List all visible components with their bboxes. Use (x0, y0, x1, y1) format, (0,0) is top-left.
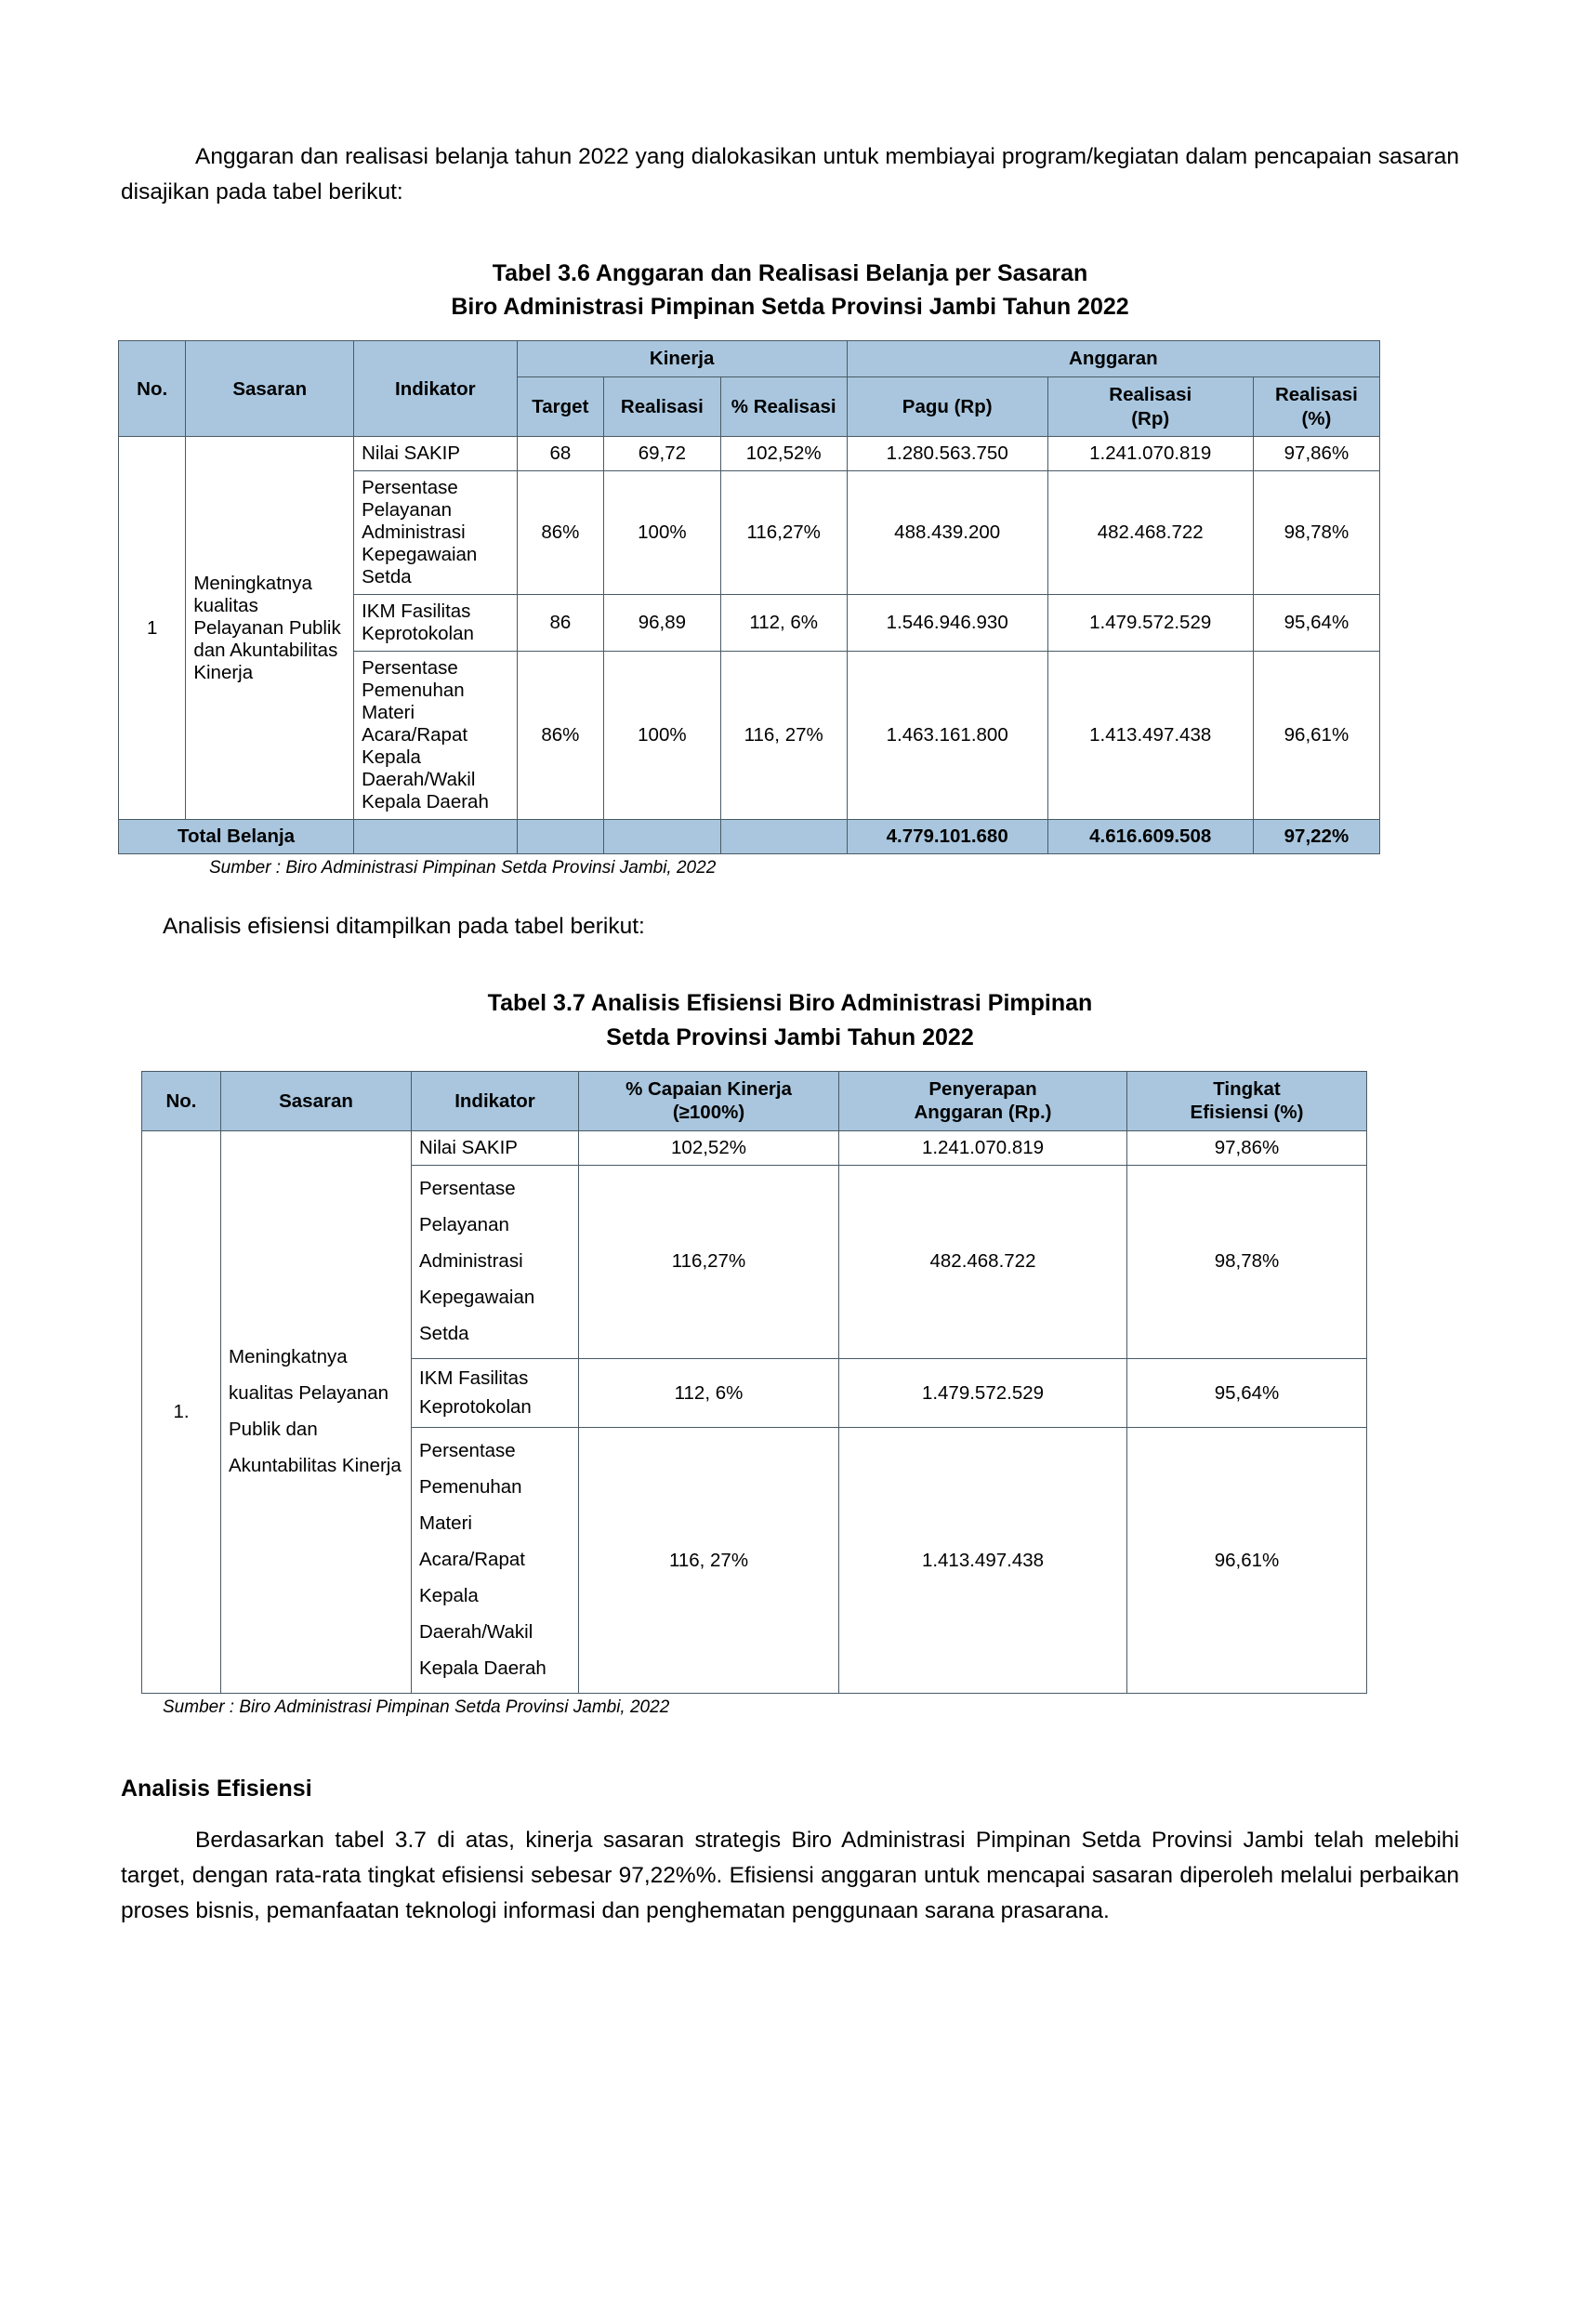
t1-persen-3: 116, 27% (720, 652, 847, 820)
t2-efisiensi-1: 98,78% (1127, 1166, 1367, 1359)
th2-penyerapan (839, 1071, 1127, 1130)
t1-target-3: 86% (517, 652, 604, 820)
th2-sasaran: Sasaran (221, 1071, 412, 1130)
th2-penyerapan-line2: Anggaran (Rp.) (914, 1102, 1052, 1124)
t1-persen-1: 116,27% (720, 471, 847, 595)
t1-target-0: 68 (517, 437, 604, 471)
th2-efisiensi-line1: Tingkat (1213, 1077, 1281, 1100)
table1-title (121, 257, 1459, 324)
table1-title-line2: Biro Administrasi Pimpinan Setda Provinsi Jambi Tahun 2022 (451, 294, 1129, 321)
t2-penyerapan-2: 1.479.572.529 (839, 1358, 1127, 1428)
t1-total-label: Total Belanja (119, 820, 354, 854)
intro-paragraph: Anggaran dan realisasi belanja tahun 2022 yang dialokasikan untuk membiayai program/kegiatan dalam pencapaian sasaran disajikan pada tabel berikut: (121, 144, 1459, 205)
budget-realization-table (118, 340, 1380, 854)
t1-pagu-2: 1.546.946.930 (847, 595, 1047, 652)
th-persen-realisasi: % Realisasi (720, 377, 847, 437)
table2-source: Sumber : Biro Administrasi Pimpinan Setda Provinsi Jambi, 2022 (163, 1697, 670, 1717)
th-indikator: Indikator (354, 341, 517, 437)
t1-realisasi-0: 69,72 (604, 437, 720, 471)
t2-capaian-0: 102,52% (579, 1131, 839, 1166)
t1-persen-2: 112, 6% (720, 595, 847, 652)
t2-row-no: 1. (142, 1131, 221, 1694)
th2-efisiensi-line2: Efisiensi (%) (1190, 1102, 1304, 1124)
th-kinerja: Kinerja (517, 341, 847, 377)
analysis-heading: Analisis Efisiensi (121, 1775, 312, 1802)
t1-total-realisasi-pct: 97,22% (1253, 820, 1379, 854)
table1-source: Sumber : Biro Administrasi Pimpinan Setda Provinsi Jambi, 2022 (209, 858, 717, 878)
th2-indikator: Indikator (412, 1071, 579, 1130)
t1-pagu-3: 1.463.161.800 (847, 652, 1047, 820)
t2-penyerapan-3: 1.413.497.438 (839, 1428, 1127, 1694)
analysis-paragraph: Berdasarkan tabel 3.7 di atas, kinerja sasaran strategis Biro Administrasi Pimpinan Setda Provinsi Jambi telah melebihi target, dengan rata-rata tingkat efisiensi sebesar 97,22%%. Efisiensi anggaran untuk mencapai sasaran diperoleh melalui perbaikan proses bisnis, pemanfaatan teknologi informasi dan penghematan penggunaan sarana prasarana. (121, 1827, 1459, 1923)
t2-sasaran: Meningkatnya kualitas Pelayanan Publik dan Akuntabilitas Kinerja (221, 1131, 412, 1694)
table2-title-line2: Setda Provinsi Jambi Tahun 2022 (606, 1023, 974, 1050)
t2-penyerapan-1: 482.468.722 (839, 1166, 1127, 1359)
t1-realisasi-pct-3: 96,61% (1253, 652, 1379, 820)
t1-indikator-2: IKM Fasilitas Keprotokolan (354, 595, 517, 652)
th2-capaian-line2: (≥100%) (672, 1102, 745, 1124)
t1-total-pagu: 4.779.101.680 (847, 820, 1047, 854)
t1-realisasi-rp-2: 1.479.572.529 (1047, 595, 1253, 652)
th-realisasi: Realisasi (604, 377, 720, 437)
table2-title-line1: Tabel 3.7 Analisis Efisiensi Biro Administrasi Pimpinan (487, 990, 1093, 1017)
t1-realisasi-pct-0: 97,86% (1253, 437, 1379, 471)
table1-total-row (119, 820, 1380, 854)
th-realisasi-pct-line1: Realisasi (1274, 384, 1358, 406)
table-row (119, 437, 1380, 471)
t1-indikator-1: Persentase Pelayanan Administrasi Kepegawaian Setda (354, 471, 517, 595)
mid-paragraph: Analisis efisiensi ditampilkan pada tabel berikut: (163, 914, 645, 940)
th-sasaran: Sasaran (186, 341, 354, 437)
th-anggaran: Anggaran (847, 341, 1379, 377)
t1-realisasi-3: 100% (604, 652, 720, 820)
t1-target-2: 86 (517, 595, 604, 652)
table-row (142, 1131, 1367, 1166)
t1-sasaran: Meningkatnya kualitas Pelayanan Publik dan Akuntabilitas Kinerja (186, 437, 354, 820)
table2-title (121, 986, 1459, 1054)
t2-indikator-2: IKM Fasilitas Keprotokolan (412, 1358, 579, 1428)
t1-total-realisasi-rp: 4.616.609.508 (1047, 820, 1253, 854)
t1-total-blank-realisasi (604, 820, 720, 854)
table1-wrapper (121, 340, 1459, 854)
table2-wrapper (121, 1071, 1459, 1694)
t2-efisiensi-0: 97,86% (1127, 1131, 1367, 1166)
t1-realisasi-pct-1: 98,78% (1253, 471, 1379, 595)
t1-realisasi-rp-1: 482.468.722 (1047, 471, 1253, 595)
th2-no: No. (142, 1071, 221, 1130)
th-realisasi-rp (1047, 377, 1253, 437)
t2-penyerapan-0: 1.241.070.819 (839, 1131, 1127, 1166)
table1-header-row-1 (119, 341, 1380, 377)
th-realisasi-pct-line2: (%) (1301, 407, 1332, 429)
th2-efisiensi (1127, 1071, 1367, 1130)
efficiency-analysis-table (141, 1071, 1367, 1694)
t1-indikator-0: Nilai SAKIP (354, 437, 517, 471)
th-realisasi-rp-line2: (Rp) (1131, 407, 1170, 429)
t1-target-1: 86% (517, 471, 604, 595)
t2-indikator-1: Persentase Pelayanan Administrasi Kepegawaian Setda (412, 1166, 579, 1359)
t2-capaian-3: 116, 27% (579, 1428, 839, 1694)
th2-capaian-line1: % Capaian Kinerja (625, 1077, 792, 1100)
t2-efisiensi-3: 96,61% (1127, 1428, 1367, 1694)
t1-total-blank-target (517, 820, 604, 854)
t1-pagu-0: 1.280.563.750 (847, 437, 1047, 471)
t1-row-no: 1 (119, 437, 186, 820)
t2-indikator-0: Nilai SAKIP (412, 1131, 579, 1166)
t1-realisasi-rp-0: 1.241.070.819 (1047, 437, 1253, 471)
th-no: No. (119, 341, 186, 437)
th-realisasi-pct (1253, 377, 1379, 437)
t1-realisasi-1: 100% (604, 471, 720, 595)
table2-header-row (142, 1071, 1367, 1130)
t1-total-blank-persen (720, 820, 847, 854)
t1-indikator-3: Persentase Pemenuhan Materi Acara/Rapat Kepala Daerah/Wakil Kepala Daerah (354, 652, 517, 820)
t1-persen-0: 102,52% (720, 437, 847, 471)
t2-efisiensi-2: 95,64% (1127, 1358, 1367, 1428)
t2-capaian-1: 116,27% (579, 1166, 839, 1359)
table1-title-line1: Tabel 3.6 Anggaran dan Realisasi Belanja per Sasaran (492, 259, 1088, 286)
th2-penyerapan-line1: Penyerapan (928, 1077, 1037, 1100)
t1-realisasi-2: 96,89 (604, 595, 720, 652)
t2-indikator-3: Persentase Pemenuhan Materi Acara/Rapat Kepala Daerah/Wakil Kepala Daerah (412, 1428, 579, 1694)
t1-realisasi-pct-2: 95,64% (1253, 595, 1379, 652)
t2-capaian-2: 112, 6% (579, 1358, 839, 1428)
t1-total-blank-indikator (354, 820, 517, 854)
t1-realisasi-rp-3: 1.413.497.438 (1047, 652, 1253, 820)
t1-pagu-1: 488.439.200 (847, 471, 1047, 595)
th-pagu: Pagu (Rp) (847, 377, 1047, 437)
th-realisasi-rp-line1: Realisasi (1109, 384, 1192, 406)
th-target: Target (517, 377, 604, 437)
th2-capaian (579, 1071, 839, 1130)
